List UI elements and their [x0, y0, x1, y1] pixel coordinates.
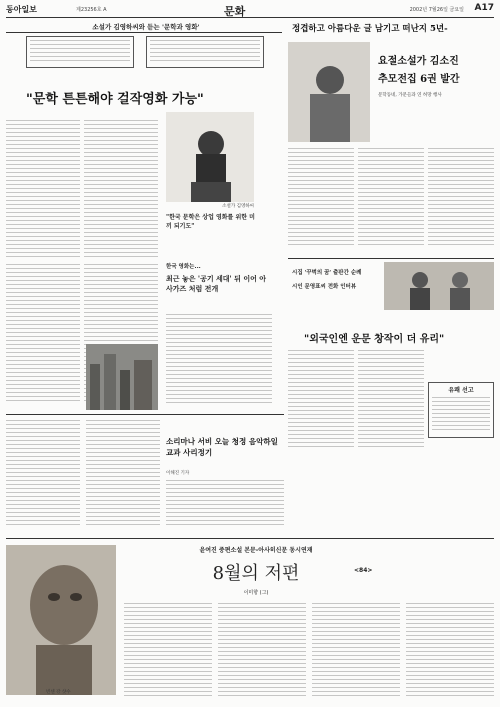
portrait-figure-2 [288, 42, 370, 142]
novel-kicker: 윤여진 중편소설 본문-아사히신문 동시연재 [199, 547, 313, 554]
sculpture-caption: 빈센 강 샷수 [46, 690, 71, 695]
novel-title: 8월의 저편 [212, 563, 300, 584]
right-col-2 [358, 148, 424, 248]
interview-photo [384, 262, 494, 310]
right-note: 문학동네, 가문들과 연 허망 행사 [378, 93, 442, 98]
issue-number: 제23256호 A [76, 7, 107, 13]
mid-left-headline: 소리마나 서비 오늘 청정 음악하일 교과 사리정기 [166, 437, 278, 457]
divider [6, 414, 284, 415]
mid-right-col-1 [288, 350, 354, 450]
side-headline: 최근 놓은 '공기 세대' 뒤 이어 아사가즈 처럼 전개 [166, 274, 267, 293]
side-box [166, 262, 272, 294]
bottom-novel [6, 538, 494, 704]
summary-text [30, 40, 130, 64]
info-box [428, 382, 494, 438]
body-col-3 [6, 264, 80, 404]
right-sub1: 요절소설가 김소진 [378, 56, 459, 67]
divider [288, 258, 494, 259]
right-col-3 [428, 148, 494, 248]
divider [6, 32, 282, 33]
right-headline: 정겹하고 아름다운 글 남기고 떠난지 5년- [292, 24, 448, 34]
body-col-1 [6, 120, 80, 260]
sculpture-illustration [6, 545, 116, 695]
sculpture-image [6, 545, 116, 695]
body-col-2 [84, 120, 158, 260]
photo-caption-2 [384, 312, 494, 322]
section-title: 문화 [224, 5, 246, 18]
novel-episode: <84> [354, 567, 373, 574]
page-number: A17 [474, 3, 494, 13]
mid-left-article [6, 414, 284, 534]
side-tag: 한국 영화는... [166, 264, 201, 270]
pullquote [166, 212, 256, 230]
kim-sojin-photo [288, 42, 370, 142]
author-photo [166, 112, 254, 202]
mid-left-col-3 [166, 480, 284, 526]
tag-line-1: 시집 '꾸벅의 꿈' 출판간 순례 [292, 270, 362, 276]
mid-right-article [288, 258, 494, 458]
main-headline: "문학 튼튼해야 걸작영화 가능" [26, 92, 204, 107]
cityscape-image [86, 344, 158, 410]
tag-line-2: 시인 문영표씨 전화 인터뷰 [292, 284, 357, 290]
body-col-5 [166, 314, 272, 404]
info-box-text [432, 397, 490, 431]
right-col-1 [288, 148, 354, 248]
info-box-label: 유쾌 선고 [448, 387, 474, 394]
summary-box-2 [146, 36, 264, 68]
novel-col-3 [312, 603, 400, 699]
cityscape-photo [86, 344, 158, 410]
portrait-figure [166, 112, 254, 202]
mid-right-headline: "외국인엔 운문 창작이 더 유리" [304, 334, 445, 345]
novel-col-2 [218, 603, 306, 699]
mid-left-col-1 [6, 420, 80, 526]
photo-figures [384, 262, 494, 310]
right-top-article [288, 22, 494, 254]
masthead [6, 3, 494, 18]
novel-col-4 [406, 603, 494, 699]
mid-left-col-2 [86, 420, 160, 526]
mid-right-col-2 [358, 350, 424, 450]
left-kicker: 소설가 김영하씨와 듣는 '문학과 영화' [92, 23, 200, 31]
issue-date: 2002년 7월26일 금요일 [409, 7, 464, 13]
novel-col-1 [124, 603, 212, 699]
novel-author: 이미향 (그) [243, 590, 269, 596]
summary-text-2 [150, 40, 260, 64]
right-sub2: 추모전집 6권 발간 [378, 74, 460, 85]
pullquote-text: "한국 문학은 상업 영화를 위한 미끼 되기도" [166, 214, 255, 230]
photo-caption: 소설가 김영하씨 [222, 204, 254, 209]
summary-box [26, 36, 134, 68]
paper-name: 동아일보 [6, 4, 37, 14]
mid-left-byline: 이해진 기자 [166, 471, 190, 476]
